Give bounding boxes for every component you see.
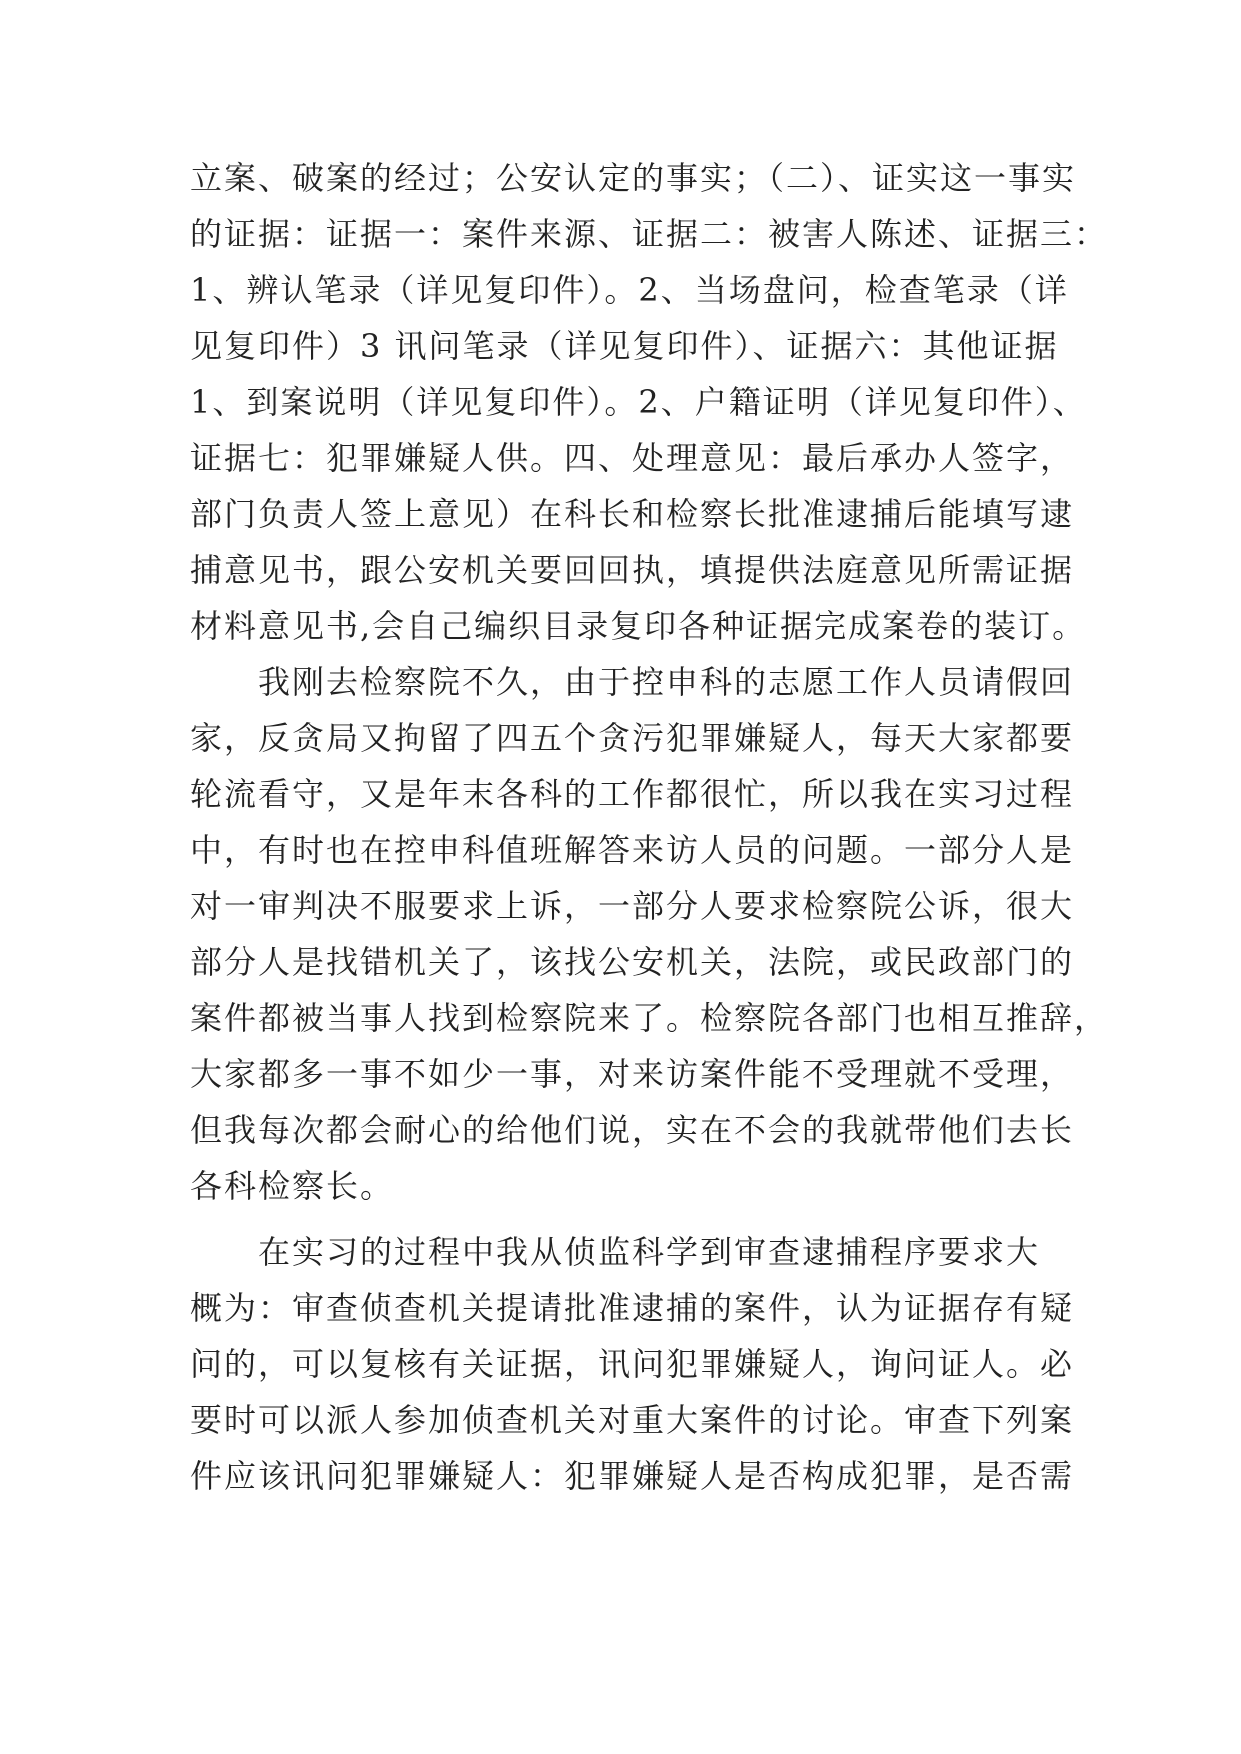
text-line: 要时可以派人参加侦查机关对重大案件的讨论。审查下列案: [190, 1401, 1075, 1439]
text-line: 家，反贪局又拘留了四五个贪污犯罪嫌疑人，每天大家都要: [190, 719, 1075, 757]
text-line: 立案、破案的经过；公安认定的事实；（二）、证实这一事实: [190, 159, 1077, 197]
text-line: 捕意见书，跟公安机关要回回执，填提供法庭意见所需证据: [190, 551, 1075, 589]
text-line: 的证据：证据一：案件来源、证据二：被害人陈述、证据三：: [190, 215, 1109, 253]
document-body: [190, 150, 1109, 1504]
paragraph-1: [190, 150, 1109, 654]
text-line: 见复印件）3 讯问笔录（详见复印件）、证据六：其他证据: [190, 327, 1059, 365]
text-line: 但我每次都会耐心的给他们说，实在不会的我就带他们去长: [190, 1111, 1075, 1149]
text-line: 概为：审查侦查机关提请批准逮捕的案件，认为证据存有疑: [190, 1289, 1075, 1327]
text-line: 各科检察长。: [190, 1167, 395, 1205]
text-line: 轮流看守，又是年末各科的工作都很忙，所以我在实习过程: [190, 775, 1075, 813]
text-line: 部分人是找错机关了，该找公安机关，法院，或民政部门的: [190, 943, 1075, 981]
paragraph-2: [190, 654, 1109, 1214]
text-line: 1、辨认笔录（详见复印件）。2、当场盘问，检查笔录（详: [190, 271, 1069, 309]
text-line: 我刚去检察院不久，由于控申科的志愿工作人员请假回: [258, 663, 1075, 701]
text-line: 证据七：犯罪嫌疑人供。四、处理意见：最后承办人签字，: [190, 439, 1075, 477]
text-line: 件应该讯问犯罪嫌疑人：犯罪嫌疑人是否构成犯罪，是否需: [190, 1457, 1075, 1495]
text-line: 中，有时也在控申科值班解答来访人员的问题。一部分人是: [190, 831, 1075, 869]
text-line: 大家都多一事不如少一事，对来访案件能不受理就不受理，: [190, 1055, 1075, 1093]
text-line: 部门负责人签上意见）在科长和检察长批准逮捕后能填写逮: [190, 495, 1075, 533]
text-line: 案件都被当事人找到检察院来了。检察院各部门也相互推辞，: [190, 999, 1109, 1037]
text-line: 1、到案说明（详见复印件）。2、户籍证明（详见复印件）、: [190, 383, 1087, 421]
text-line: 问的，可以复核有关证据，讯问犯罪嫌疑人，询问证人。必: [190, 1345, 1075, 1383]
paragraph-spacer: [190, 1214, 1070, 1224]
paragraph-3: [190, 1224, 1075, 1504]
text-line: 在实习的过程中我从侦监科学到审查逮捕程序要求大: [258, 1233, 1041, 1271]
text-line: 对一审判决不服要求上诉，一部分人要求检察院公诉，很大: [190, 887, 1075, 925]
text-line: 材料意见书,会自己编织目录复印各种证据完成案卷的装订。: [190, 607, 1087, 645]
